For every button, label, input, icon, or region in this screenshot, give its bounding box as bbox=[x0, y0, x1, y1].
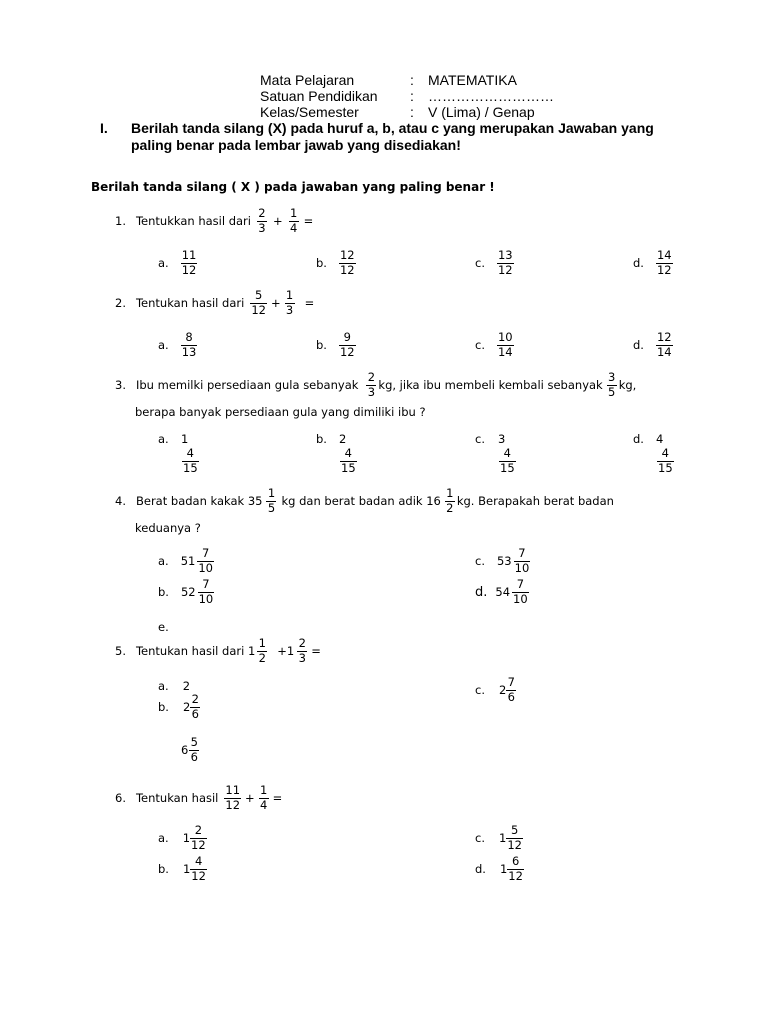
numerator: 2 bbox=[367, 370, 376, 384]
option-letter: d. bbox=[633, 338, 644, 352]
numerator: 2 bbox=[258, 206, 266, 220]
denominator: 15 bbox=[658, 460, 673, 475]
question-text: Berat badan kakak 35 bbox=[135, 494, 263, 508]
denominator: 15 bbox=[500, 460, 515, 475]
fraction bbox=[497, 332, 514, 358]
option-letter: a. bbox=[158, 338, 169, 352]
numerator: 1 bbox=[258, 636, 266, 650]
whole-number: 3 bbox=[498, 432, 506, 446]
question-number: 1. bbox=[115, 214, 126, 228]
numerator: 2 bbox=[191, 692, 199, 706]
numerator: 4 bbox=[661, 446, 669, 460]
fraction bbox=[190, 825, 207, 851]
option-letter: d. bbox=[633, 432, 644, 446]
option-letter: a. bbox=[158, 256, 169, 270]
question-number: 3. bbox=[115, 378, 126, 392]
denominator: 12 bbox=[339, 262, 355, 277]
fraction bbox=[656, 332, 673, 358]
numerator: 1 bbox=[267, 486, 276, 500]
option-6a[interactable] bbox=[158, 825, 209, 851]
header-colon: : bbox=[410, 72, 414, 88]
denominator: 12 bbox=[191, 837, 206, 852]
denominator: 2 bbox=[446, 500, 454, 515]
header-label: Satuan Pendidikan bbox=[260, 88, 378, 104]
denominator: 14 bbox=[656, 344, 672, 359]
fraction bbox=[181, 250, 198, 276]
fraction bbox=[506, 677, 516, 703]
fraction bbox=[266, 488, 276, 514]
option-6d[interactable] bbox=[475, 856, 526, 882]
fraction bbox=[257, 638, 267, 664]
option-5d[interactable] bbox=[181, 737, 201, 763]
question-1 bbox=[115, 208, 313, 234]
option-3c[interactable] bbox=[475, 432, 535, 478]
whole-number: 1 bbox=[182, 862, 191, 876]
whole-number: 52 bbox=[180, 585, 196, 599]
question-5 bbox=[115, 638, 321, 664]
fraction bbox=[259, 785, 269, 811]
denominator: 13 bbox=[181, 344, 197, 359]
option-2d[interactable] bbox=[633, 332, 675, 358]
numerator: 12 bbox=[339, 248, 355, 262]
fraction bbox=[514, 548, 531, 574]
fraction bbox=[285, 290, 295, 316]
option-2b[interactable] bbox=[316, 332, 358, 358]
denominator: 12 bbox=[656, 262, 672, 277]
denominator: 12 bbox=[508, 868, 523, 883]
numerator: 7 bbox=[507, 675, 515, 689]
fraction bbox=[182, 448, 199, 474]
whole-number: 53 bbox=[496, 554, 512, 568]
fraction bbox=[445, 488, 455, 514]
question-text: kg dan berat badan adik 16 bbox=[281, 494, 441, 508]
fraction bbox=[190, 856, 207, 882]
option-6b[interactable] bbox=[158, 856, 209, 882]
section-number: I. bbox=[100, 120, 108, 136]
header-value: V (Lima) / Genap bbox=[428, 104, 535, 120]
denominator: 6 bbox=[507, 689, 515, 704]
question-4-line-2: keduanya ? bbox=[135, 521, 201, 535]
question-text: +1 bbox=[277, 644, 295, 658]
numerator: 9 bbox=[343, 330, 351, 344]
denominator: 6 bbox=[190, 749, 198, 764]
fraction bbox=[197, 548, 214, 574]
option-4e[interactable] bbox=[158, 620, 169, 634]
header-label: Kelas/Semester bbox=[260, 104, 359, 120]
option-letter: c. bbox=[475, 554, 485, 568]
option-letter: b. bbox=[316, 256, 327, 270]
numerator: 11 bbox=[225, 783, 241, 797]
option-letter: b. bbox=[158, 862, 169, 876]
option-1b[interactable] bbox=[316, 250, 358, 276]
whole-number: 1 bbox=[181, 432, 189, 446]
option-2a[interactable] bbox=[158, 332, 199, 358]
numerator: 4 bbox=[344, 446, 352, 460]
question-text: Tentukan hasil dari 1 bbox=[135, 644, 256, 658]
denominator: 12 bbox=[497, 262, 513, 277]
numerator: 7 bbox=[202, 577, 210, 591]
fraction bbox=[499, 448, 516, 474]
option-4a[interactable] bbox=[158, 548, 216, 574]
numerator: 3 bbox=[608, 370, 616, 384]
question-3 bbox=[115, 372, 636, 398]
denominator: 6 bbox=[191, 706, 199, 721]
numerator: 2 bbox=[194, 823, 203, 837]
whole-number: 2 bbox=[498, 683, 507, 697]
header-colon: : bbox=[410, 104, 414, 120]
fraction bbox=[512, 579, 529, 605]
option-letter: e. bbox=[158, 620, 169, 634]
option-4c[interactable] bbox=[475, 548, 532, 574]
operator: + bbox=[272, 214, 283, 228]
numerator: 4 bbox=[503, 446, 511, 460]
fraction bbox=[339, 250, 356, 276]
question-number: 2. bbox=[115, 296, 126, 310]
denominator: 3 bbox=[258, 220, 266, 235]
fraction bbox=[297, 638, 307, 664]
option-letter: b. bbox=[158, 700, 169, 714]
numerator: 8 bbox=[185, 330, 193, 344]
denominator: 12 bbox=[191, 868, 206, 883]
whole-number: 2 bbox=[182, 700, 191, 714]
fraction bbox=[340, 448, 357, 474]
fraction bbox=[190, 694, 200, 720]
denominator: 12 bbox=[339, 344, 355, 359]
header-value: MATEMATIKA bbox=[428, 72, 517, 88]
fraction bbox=[198, 579, 215, 605]
fraction bbox=[189, 737, 199, 763]
fraction bbox=[607, 372, 617, 398]
denominator: 10 bbox=[198, 560, 213, 575]
question-2 bbox=[115, 290, 314, 316]
denominator: 3 bbox=[298, 650, 306, 665]
whole-number: 2 bbox=[339, 432, 347, 446]
question-number: 4. bbox=[115, 494, 126, 508]
question-text: kg, bbox=[618, 378, 637, 392]
fraction bbox=[250, 290, 267, 316]
denominator: 4 bbox=[260, 797, 268, 812]
denominator: 4 bbox=[289, 220, 298, 235]
denominator: 15 bbox=[341, 460, 356, 475]
equals-sign: = bbox=[303, 214, 314, 228]
option-5b[interactable] bbox=[158, 694, 202, 720]
numerator: 1 bbox=[260, 783, 268, 797]
question-number: 6. bbox=[115, 791, 126, 805]
denominator: 10 bbox=[513, 591, 528, 606]
operator: + bbox=[245, 791, 255, 805]
fraction bbox=[257, 208, 267, 234]
option-letter: c. bbox=[475, 831, 485, 845]
question-text: kg, jika ibu membeli kembali sebanyak bbox=[378, 378, 603, 392]
option-1a[interactable] bbox=[158, 250, 199, 276]
option-letter: c. bbox=[475, 338, 485, 352]
equals-sign: = bbox=[304, 296, 315, 310]
numerator: 12 bbox=[656, 330, 672, 344]
question-6 bbox=[115, 785, 282, 811]
question-4 bbox=[115, 488, 614, 514]
option-1c[interactable] bbox=[475, 250, 516, 276]
option-letter: a. bbox=[158, 432, 169, 446]
header-value: ……………………… bbox=[428, 88, 554, 104]
option-3a[interactable] bbox=[158, 432, 218, 478]
fraction bbox=[224, 785, 241, 811]
denominator: 14 bbox=[497, 344, 513, 359]
option-5c[interactable] bbox=[475, 677, 518, 703]
header-colon: : bbox=[410, 88, 414, 104]
fraction bbox=[657, 448, 674, 474]
option-4b[interactable] bbox=[158, 579, 216, 605]
equals-sign: = bbox=[272, 791, 283, 805]
numerator: 10 bbox=[497, 330, 513, 344]
fraction bbox=[506, 825, 523, 851]
numerator: 5 bbox=[510, 823, 519, 837]
denominator: 3 bbox=[285, 302, 294, 317]
question-text: Ibu memilki persediaan gula sebanyak bbox=[135, 378, 359, 392]
option-3b[interactable] bbox=[316, 432, 376, 478]
numerator: 1 bbox=[289, 206, 298, 220]
numerator: 13 bbox=[497, 248, 513, 262]
numerator: 4 bbox=[186, 446, 194, 460]
whole-number: 1 bbox=[498, 831, 507, 845]
option-letter: d. bbox=[633, 256, 644, 270]
whole-number: 51 bbox=[180, 554, 196, 568]
option-5a[interactable] bbox=[158, 679, 190, 693]
denominator: 5 bbox=[267, 500, 276, 515]
numerator: 7 bbox=[516, 577, 525, 591]
option-2c[interactable] bbox=[475, 332, 516, 358]
fraction bbox=[656, 250, 673, 276]
fraction bbox=[339, 332, 356, 358]
whole-number: 54 bbox=[495, 585, 511, 599]
option-letter: c. bbox=[475, 683, 485, 697]
equals-sign: = bbox=[311, 644, 321, 658]
option-letter: b. bbox=[316, 338, 327, 352]
section-instruction: Berilah tanda silang (X) pada huruf a, b, atau c yang merupakan Jawaban yang paling benar pada lembar jawab yang disediakan! bbox=[131, 120, 654, 153]
option-letter: d. bbox=[475, 862, 486, 876]
numerator: 4 bbox=[194, 854, 203, 868]
denominator: 12 bbox=[181, 262, 197, 277]
numerator: 1 bbox=[285, 288, 294, 302]
question-text: Tentukan hasil dari bbox=[135, 296, 245, 310]
denominator: 5 bbox=[608, 384, 616, 399]
numerator: 6 bbox=[511, 854, 520, 868]
fraction bbox=[289, 208, 299, 234]
numerator: 7 bbox=[202, 546, 210, 560]
question-number: 5. bbox=[115, 644, 126, 658]
denominator: 12 bbox=[251, 302, 266, 317]
fraction bbox=[497, 250, 514, 276]
option-letter: b. bbox=[316, 432, 327, 446]
question-text: Tentukkan hasil dari bbox=[135, 214, 251, 228]
whole-number: 2 bbox=[182, 679, 191, 693]
question-text: Tentukan hasil bbox=[135, 791, 219, 805]
option-letter: a. bbox=[158, 554, 169, 568]
option-letter: b. bbox=[158, 585, 169, 599]
header-label: Mata Pelajaran bbox=[260, 72, 355, 88]
numerator: 11 bbox=[181, 248, 197, 262]
denominator: 12 bbox=[507, 837, 522, 852]
denominator: 12 bbox=[225, 797, 241, 812]
fraction bbox=[507, 856, 524, 882]
numerator: 7 bbox=[518, 546, 526, 560]
option-letter: c. bbox=[475, 432, 485, 446]
whole-number: 1 bbox=[499, 862, 508, 876]
numerator: 5 bbox=[190, 735, 198, 749]
question-text: kg. Berapakah berat badan bbox=[456, 494, 614, 508]
numerator: 1 bbox=[446, 486, 454, 500]
denominator: 10 bbox=[514, 560, 530, 575]
question-3-line-2: berapa banyak persediaan gula yang dimiliki ibu ? bbox=[135, 405, 426, 419]
option-3d[interactable] bbox=[633, 432, 693, 478]
option-letter: a. bbox=[158, 679, 169, 693]
fraction bbox=[181, 332, 198, 358]
numerator: 5 bbox=[254, 288, 263, 302]
whole-number: 6 bbox=[181, 743, 189, 757]
whole-number: 1 bbox=[182, 831, 191, 845]
denominator: 2 bbox=[258, 650, 266, 665]
option-4d[interactable] bbox=[475, 579, 531, 605]
option-1d[interactable] bbox=[633, 250, 675, 276]
operator: + bbox=[270, 296, 281, 310]
denominator: 10 bbox=[198, 591, 214, 606]
denominator: 3 bbox=[367, 384, 376, 399]
subheading: Berilah tanda silang ( X ) pada jawaban yang paling benar ! bbox=[91, 180, 495, 194]
option-letter: c. bbox=[475, 256, 485, 270]
option-letter: d. bbox=[475, 584, 488, 600]
denominator: 15 bbox=[183, 460, 198, 475]
fraction bbox=[366, 372, 376, 398]
numerator: 14 bbox=[656, 248, 672, 262]
option-6c[interactable] bbox=[475, 825, 525, 851]
whole-number: 4 bbox=[656, 432, 664, 446]
option-letter: a. bbox=[158, 831, 169, 845]
numerator: 2 bbox=[298, 636, 306, 650]
